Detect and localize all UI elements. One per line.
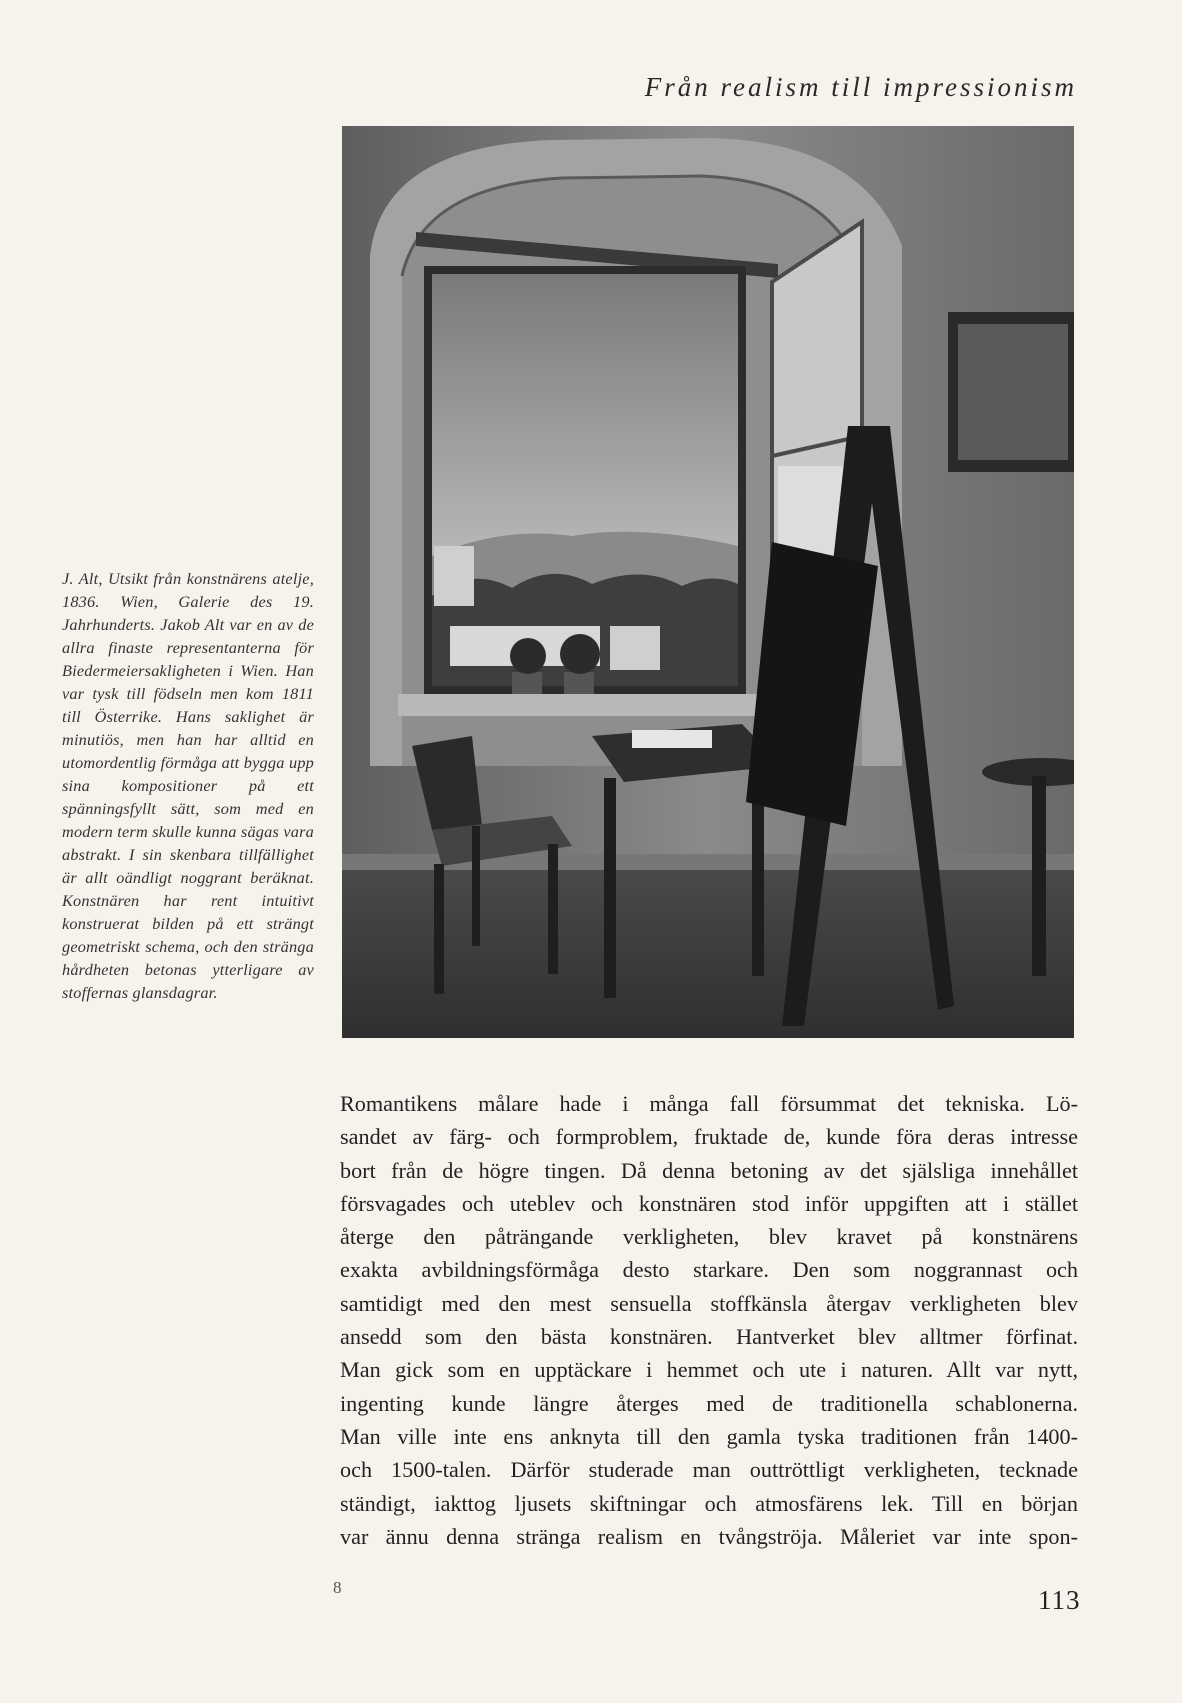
- figure-caption: J. Alt, Utsikt från konstnärens atelje, 1836. Wien, Galerie des 19. Jahrhunderts. Jakob Alt var en av de allra finaste representanterna för Biedermeiersakligheten i Wien. Han var tysk till födseln men kom 1811 till Österrike. Hans saklighet är minutiös, men han har alltid en utomordentlig förmåga att bygga upp sina kompositioner på ett spänningsfyllt sätt, som med en modern term skulle kunna sägas vara abstrakt. I sin skenbara tillfällighet är allt oändligt noggrant beräknat. Konstnären har rent intuitivt konstruerat bilden på ett strängt geometriskt schema, och den stränga hårdheten betonas ytterligare av stoffernas glansdagrar.: [62, 569, 314, 1002]
- body-text: [340, 1087, 1078, 1553]
- page-number: 113: [1038, 1585, 1081, 1615]
- painting-illustration: [342, 126, 1074, 1038]
- body-line: ständigt, iakttog ljusets skiftningar och atmosfärens lek. Till en början: [340, 1490, 1078, 1516]
- body-line: exakta avbildningsförmåga desto starkare. Den som noggrannast och: [340, 1257, 1078, 1283]
- body-line: Man gick som en upptäckare i hemmet och ute i naturen. Allt var nytt,: [340, 1357, 1078, 1383]
- body-line: ansedd som den bästa konstnären. Hantverket blev alltmer förfinat.: [340, 1324, 1078, 1350]
- painting-plate: [342, 126, 1074, 1038]
- body-line: Man ville inte ens anknyta till den gamla tyska traditionen från 1400-: [340, 1423, 1078, 1449]
- body-line: försvagades och uteblev och konstnären stod inför uppgiften att i stället: [340, 1190, 1078, 1216]
- body-line: Romantikens målare hade i många fall försummat det tekniska. Lö-: [340, 1091, 1078, 1116]
- body-line: samtidigt med den mest sensuella stoffkänsla återgav verkligheten blev: [340, 1290, 1078, 1316]
- body-line: ingenting kunde längre återges med de traditionella schablonerna.: [340, 1390, 1078, 1416]
- body-line: sandet av färg- och formproblem, fruktade de, kunde föra deras intresse: [340, 1124, 1078, 1150]
- body-line: återge den påträngande verkligheten, blev kravet på konstnärens: [340, 1224, 1078, 1250]
- body-line: och 1500-talen. Därför studerade man outtröttligt verkligheten, tecknade: [340, 1457, 1078, 1483]
- running-head: Från realism till impressionism: [644, 72, 1077, 102]
- body-line: var ännu denna stränga realism en tvångströja. Måleriet var inte spon-: [340, 1523, 1078, 1549]
- body-line: bort från de högre tingen. Då denna betoning av det själsliga innehållet: [340, 1157, 1078, 1183]
- signature-mark: 8: [333, 1578, 342, 1597]
